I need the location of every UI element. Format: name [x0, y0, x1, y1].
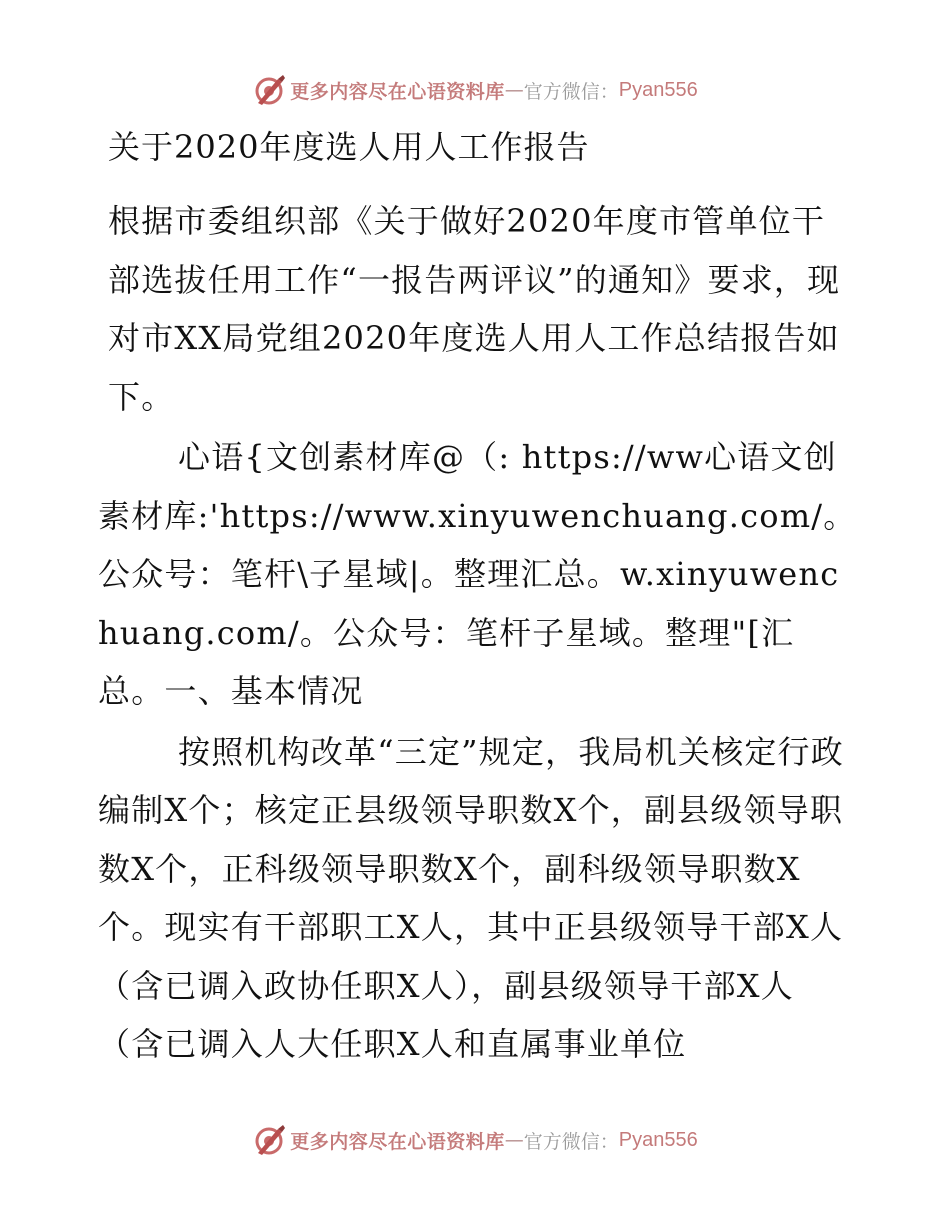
- header-banner: [0, 70, 950, 110]
- document-body: [98, 118, 858, 1074]
- banner-site-text: 更多内容尽在心语资料库: [290, 1130, 505, 1153]
- footer-banner: [0, 1120, 950, 1160]
- paragraph-watermark-text: 心语{文创素材库@（: https://ww心语文创素材库:'https://www.xinyuwenchuang.com/。公众号：笔杆\子星域|。整理汇总。w.xinyuwenchuang.com/。公众号：笔杆子星域。整理"[汇总。一、基本情况: [98, 438, 857, 710]
- paragraph-basic-info: 按照机构改革“三定”规定，我局机关核定行政编制X个；核定正县级领导职数X个，副县级领导职数X个，正科级领导职数X个，副科级领导职数X个。现实有干部职工X人，其中正县级领导干部X人（含已调入政协任职X人），副县级领导干部X人（含已调入人大任职X人和直属事业单位: [98, 732, 844, 1063]
- banner-wechat-id: Pyan556: [618, 1128, 698, 1151]
- paragraph-intro: 根据市委组织部《关于做好2020年度市管单位干部选拔任用工作“一报告两评议”的通知》要求，现对市XX局党组2020年度选人用人工作总结报告如下。: [108, 202, 841, 416]
- pen-logo-icon: [252, 1123, 286, 1157]
- banner-separator: —: [504, 1129, 524, 1151]
- banner-site-text: 更多内容尽在心语资料库: [290, 80, 505, 103]
- banner-separator: —: [504, 79, 524, 101]
- document-title: 关于2020年度选人用人工作报告: [108, 128, 590, 166]
- banner-wechat-label: 官方微信：: [523, 80, 619, 103]
- banner-wechat-label: 官方微信：: [523, 1130, 619, 1153]
- banner-wechat-id: Pyan556: [618, 78, 698, 101]
- pen-logo-icon: [252, 73, 286, 107]
